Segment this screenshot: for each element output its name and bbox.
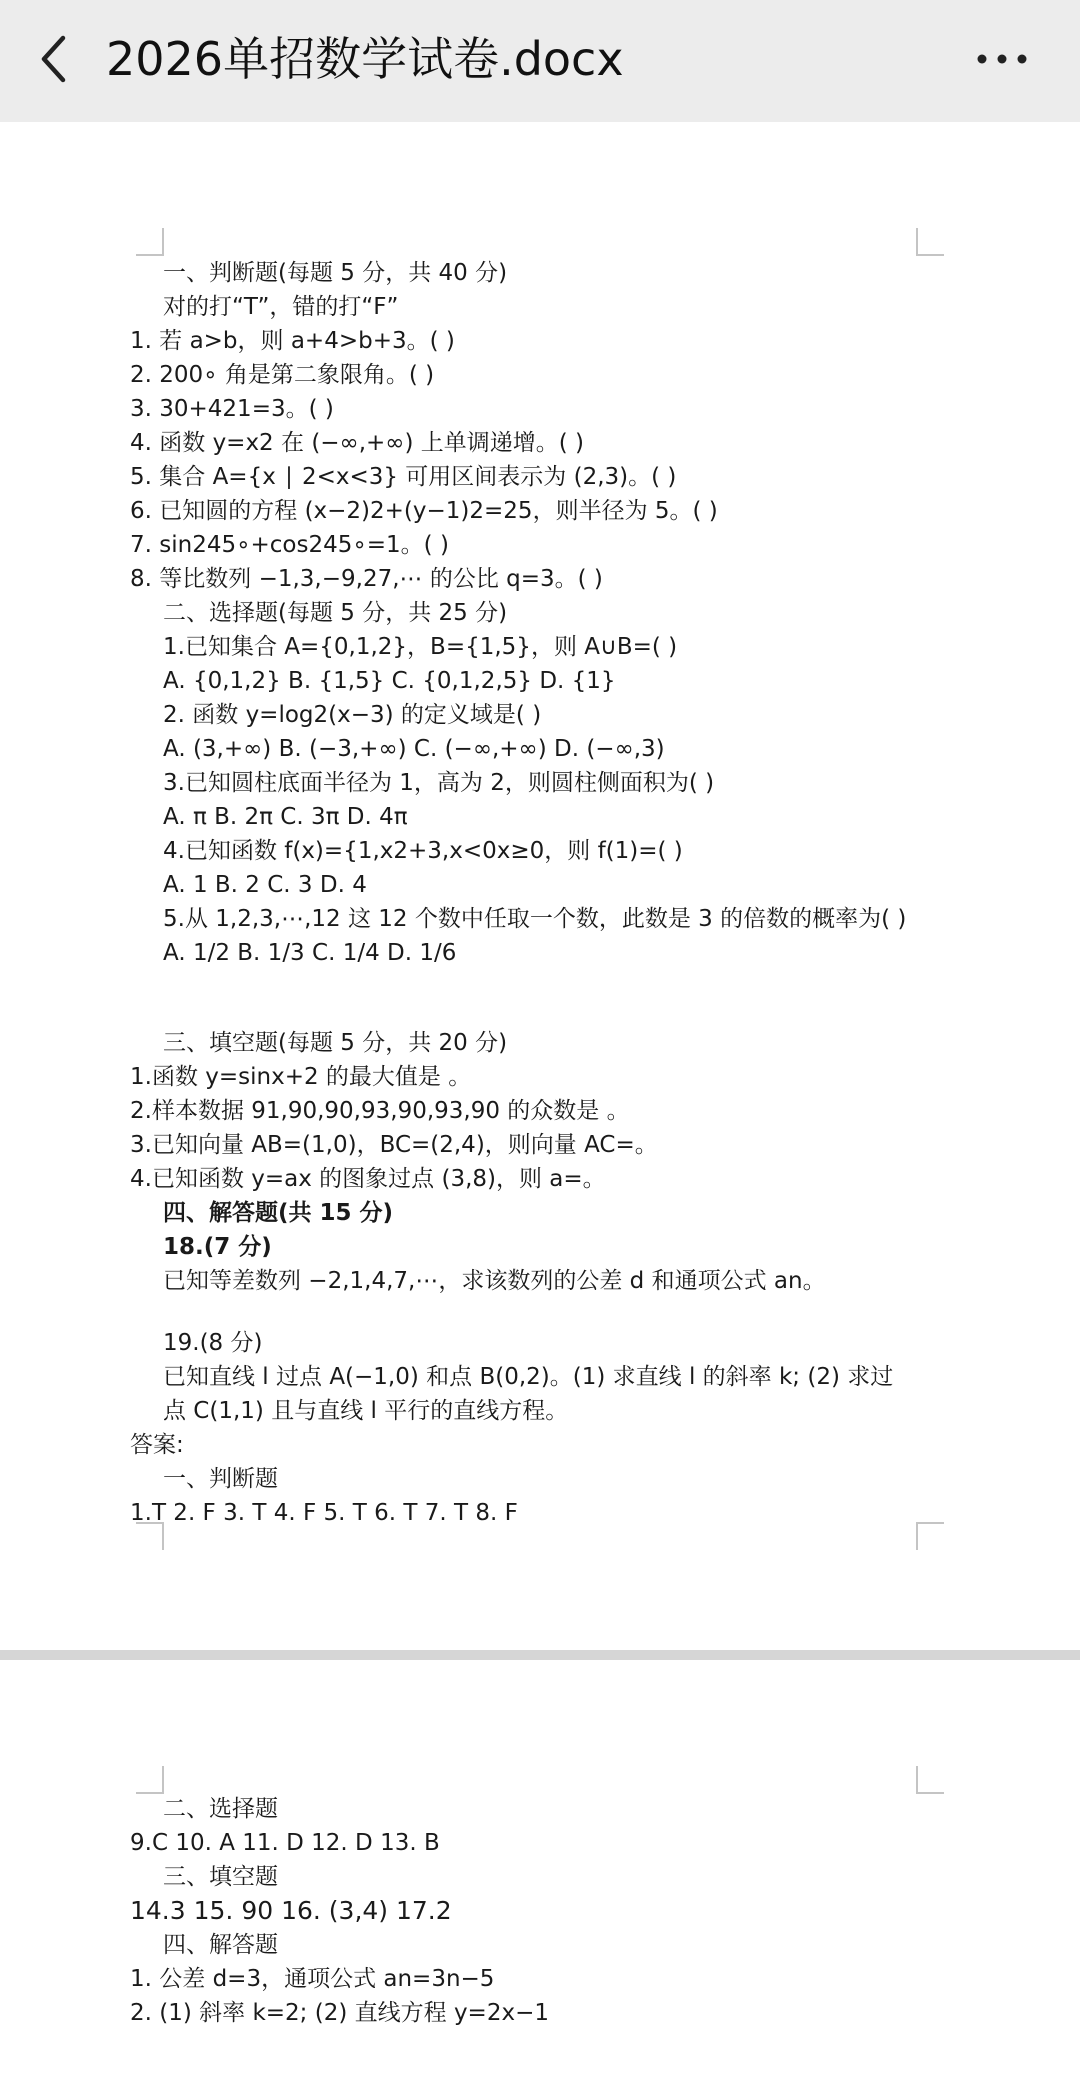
question-line: 3.已知圆柱底面半径为 1，高为 2，则圆柱侧面积为( ) — [163, 770, 715, 796]
more-horizontal-icon[interactable] — [972, 34, 1032, 84]
question-number: 18.(7 分) — [163, 1234, 272, 1260]
answer-line: 1.T 2. F 3. T 4. F 5. T 6. T 7. T 8. F — [130, 1500, 518, 1526]
question-line: 3. 30+421=3。( ) — [130, 396, 334, 422]
question-line: 1.函数 y=sinx+2 的最大值是 。 — [130, 1064, 472, 1090]
question-line: 4.已知函数 y=ax 的图象过点 (3,8)，则 a=。 — [130, 1166, 606, 1192]
question-line: 6. 已知圆的方程 (x−2)2+(y−1)2=25，则半径为 5。( ) — [130, 498, 718, 524]
question-line: 7. sin245∘+cos245∘=1。( ) — [130, 532, 449, 558]
document-title: 2026单招数学试卷.docx — [106, 32, 624, 86]
page-corner-mark — [136, 1766, 164, 1794]
options-line: A. π B. 2π C. 3π D. 4π — [163, 804, 408, 830]
section-heading: 三、填空题(每题 5 分，共 20 分) — [163, 1030, 508, 1056]
document-page-1[interactable] — [0, 122, 1080, 1652]
answer-line: 2. (1) 斜率 k=2; (2) 直线方程 y=2x−1 — [130, 2000, 549, 2026]
answer-line: 9.C 10. A 11. D 12. D 13. B — [130, 1830, 440, 1856]
question-line: 8. 等比数列 −1,3,−9,27,⋯ 的公比 q=3。( ) — [130, 566, 603, 592]
options-line: A. 1 B. 2 C. 3 D. 4 — [163, 872, 367, 898]
question-line: 已知等差数列 −2,1,4,7,⋯，求该数列的公差 d 和通项公式 an。 — [163, 1268, 826, 1294]
section-heading: 二、选择题(每题 5 分，共 25 分) — [163, 600, 508, 626]
question-line: 5. 集合 A={x ∣ 2<x<3} 可用区间表示为 (2,3)。( ) — [130, 464, 677, 490]
options-line: A. {0,1,2} B. {1,5} C. {0,1,2,5} D. {1} — [163, 668, 616, 694]
question-line: 1.已知集合 A={0,1,2}，B={1,5}，则 A∪B=( ) — [163, 634, 678, 660]
page-corner-mark — [916, 1522, 944, 1550]
page-corner-mark — [916, 228, 944, 256]
section-heading: 四、解答题 — [163, 1932, 278, 1958]
page-separator — [0, 1650, 1080, 1660]
page-corner-mark — [136, 228, 164, 256]
top-bar — [0, 0, 1080, 122]
section-heading: 一、判断题 — [163, 1466, 278, 1492]
document-page-2[interactable] — [0, 1660, 1080, 2082]
section-heading: 三、填空题 — [163, 1864, 278, 1890]
question-line: 5.从 1,2,3,⋯,12 这 12 个数中任取一个数，此数是 3 的倍数的概率为( ) — [163, 906, 907, 932]
answer-line: 1. 公差 d=3，通项公式 an=3n−5 — [130, 1966, 495, 1992]
answers-heading: 答案: — [130, 1432, 184, 1458]
question-line: 2. 函数 y=log2(x−3) 的定义域是( ) — [163, 702, 542, 728]
question-line: 2. 200∘ 角是第二象限角。( ) — [130, 362, 435, 388]
answer-line: 14.3 15. 90 16. (3,4) 17.2 — [130, 1896, 452, 1925]
question-line: 3.已知向量 AB=(1,0)，BC=(2,4)，则向量 AC=。 — [130, 1132, 658, 1158]
options-line: A. 1/2 B. 1/3 C. 1/4 D. 1/6 — [163, 940, 457, 966]
question-line: 2.样本数据 91,90,90,93,90,93,90 的众数是 。 — [130, 1098, 630, 1124]
instruction-text: 对的打“T”，错的打“F” — [163, 294, 399, 320]
question-number: 19.(8 分) — [163, 1330, 263, 1356]
section-heading: 一、判断题(每题 5 分，共 40 分) — [163, 260, 508, 286]
question-line: 4. 函数 y=x2 在 (−∞,+∞) 上单调递增。( ) — [130, 430, 585, 456]
section-heading: 二、选择题 — [163, 1796, 278, 1822]
question-line: 1. 若 a>b，则 a+4>b+3。( ) — [130, 328, 455, 354]
section-heading: 四、解答题(共 15 分) — [163, 1200, 394, 1226]
question-line: 点 C(1,1) 且与直线 l 平行的直线方程。 — [163, 1398, 569, 1424]
question-line: 已知直线 l 过点 A(−1,0) 和点 B(0,2)。(1) 求直线 l 的斜率 k; (2) 求过 — [163, 1364, 894, 1390]
question-line: 4.已知函数 f(x)={1,x2+3,x<0x≥0，则 f(1)=( ) — [163, 838, 683, 864]
chevron-left-icon[interactable] — [30, 28, 80, 90]
options-line: A. (3,+∞) B. (−3,+∞) C. (−∞,+∞) D. (−∞,3) — [163, 736, 665, 762]
page-corner-mark — [916, 1766, 944, 1794]
